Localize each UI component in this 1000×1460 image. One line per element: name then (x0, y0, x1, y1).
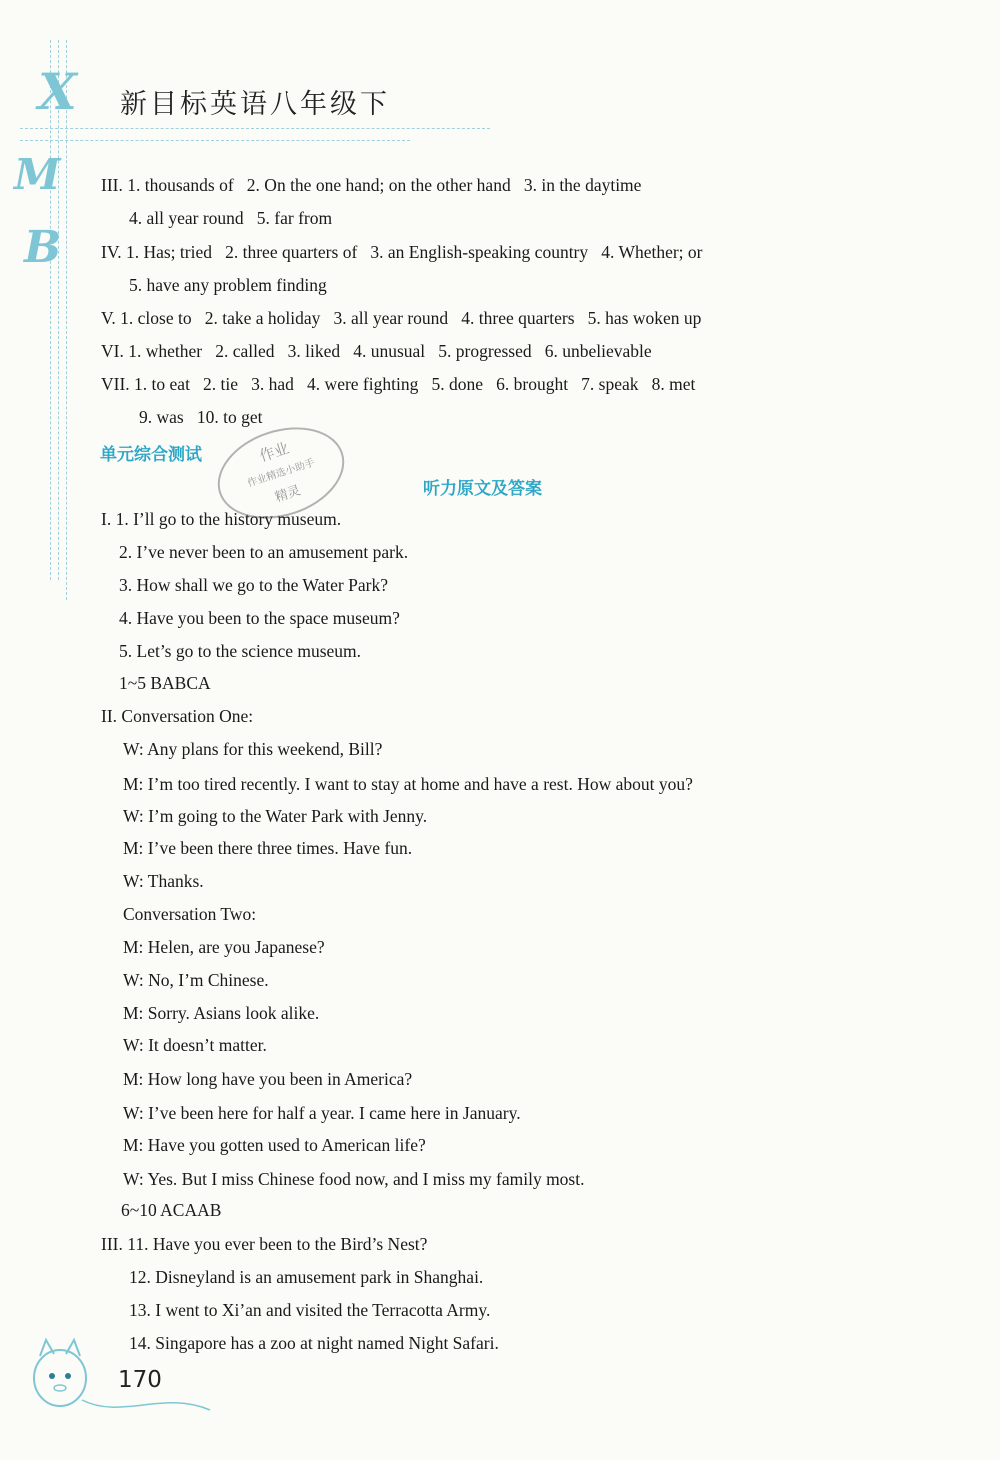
deco-letter-b: B (24, 222, 62, 273)
answer-line: IV. 1. Has; tried 2. three quarters of 3. an English-speaking country 4. Whether; or (101, 242, 703, 262)
answer-line: 5. have any problem finding (129, 275, 327, 295)
answer-line: W: I’m going to the Water Park with Jenny. (123, 806, 428, 826)
section-heading-unit-test: 单元综合测试 (100, 445, 202, 465)
stamp-text-top: 作业 (257, 438, 292, 466)
answer-line: II. Conversation One: (101, 706, 254, 726)
answer-line: W: Yes. But I miss Chinese food now, and I miss my family most. (123, 1169, 585, 1189)
answer-line: M: Have you gotten used to American life? (123, 1135, 426, 1155)
answer-line: 5. Let’s go to the science museum. (119, 641, 362, 661)
deco-vertical-line (58, 40, 59, 580)
answer-line: VII. 1. to eat 2. tie 3. had 4. were fighting 5. done 6. brought 7. speak 8. met (101, 374, 696, 394)
deco-horizontal-line (20, 128, 490, 129)
book-title: 新目标英语八年级下 (120, 89, 390, 120)
answer-line: M: How long have you been in America? (123, 1069, 413, 1089)
answer-line: M: Sorry. Asians look alike. (123, 1003, 320, 1023)
answer-line: M: Helen, are you Japanese? (123, 937, 325, 957)
answer-line: I. 1. I’ll go to the history museum. (101, 509, 342, 529)
answer-line: III. 11. Have you ever been to the Bird’s Nest? (101, 1234, 428, 1254)
answer-line: 4. all year round 5. far from (129, 208, 333, 228)
stamp-text-bottom: 精灵 (273, 483, 303, 506)
answer-line: W: No, I’m Chinese. (123, 970, 269, 990)
answer-line: Conversation Two: (123, 904, 257, 924)
answer-line: 2. I’ve never been to an amusement park. (119, 542, 409, 562)
stamp-text-middle: 作业精选小助手 (246, 457, 317, 490)
squirrel-mascot-icon (22, 1330, 212, 1420)
answer-line: W: Any plans for this weekend, Bill? (123, 739, 383, 759)
answer-line: 3. How shall we go to the Water Park? (119, 575, 388, 595)
answer-line: VI. 1. whether 2. called 3. liked 4. unusual 5. progressed 6. unbelievable (101, 341, 652, 361)
answer-line: W: It doesn’t matter. (123, 1035, 267, 1055)
answer-line: 4. Have you been to the space museum? (119, 608, 400, 628)
answer-line: M: I’m too tired recently. I want to stay at home and have a rest. How about you? (123, 774, 693, 794)
deco-horizontal-line (20, 140, 410, 141)
answer-line: W: Thanks. (123, 871, 204, 891)
page-number: 170 (118, 1367, 162, 1393)
answer-line: 12. Disneyland is an amusement park in Shanghai. (129, 1267, 484, 1287)
answer-line: 6~10 ACAAB (121, 1200, 222, 1220)
answer-line: 9. was 10. to get (139, 407, 263, 427)
deco-letter-x: X (38, 62, 77, 121)
deco-vertical-line (66, 40, 67, 600)
answer-line: W: I’ve been here for half a year. I came here in January. (123, 1103, 521, 1123)
answer-line: 13. I went to Xi’an and visited the Terracotta Army. (129, 1300, 491, 1320)
answer-line: 1~5 BABCA (119, 673, 211, 693)
answer-line: V. 1. close to 2. take a holiday 3. all year round 4. three quarters 5. has woken up (101, 308, 702, 328)
answer-line: 14. Singapore has a zoo at night named Night Safari. (129, 1333, 499, 1353)
deco-letter-m: M (14, 150, 61, 199)
section-heading-listening: 听力原文及答案 (423, 479, 542, 499)
answer-line: M: I’ve been there three times. Have fun. (123, 838, 413, 858)
deco-vertical-line (50, 40, 51, 580)
answer-line: III. 1. thousands of 2. On the one hand; on the other hand 3. in the daytime (101, 175, 642, 195)
